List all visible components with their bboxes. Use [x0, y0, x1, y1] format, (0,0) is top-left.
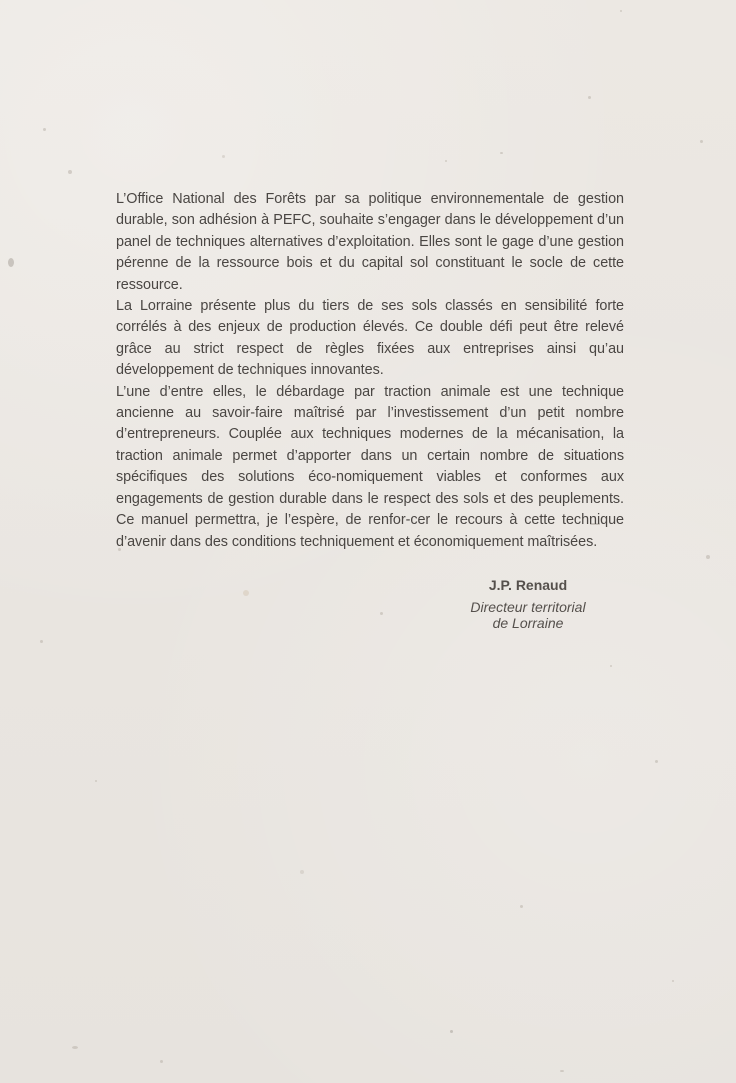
paper-speck	[500, 152, 503, 154]
paper-speck	[700, 140, 703, 143]
paper-speck	[620, 10, 622, 12]
paper-speck	[72, 1046, 78, 1049]
paper-speck	[588, 96, 591, 99]
paper-speck	[655, 760, 658, 763]
paper-speck	[450, 1030, 453, 1033]
paper-speck	[68, 170, 72, 174]
signatory-name: J.P. Renaud	[488, 577, 568, 593]
signature-block	[456, 575, 600, 631]
paper-speck	[160, 1060, 163, 1063]
paragraph-3: L’une d’entre elles, le débardage par traction animale est une technique ancienne au savoir-faire maîtrisé par l’investissement d’un petit nombre d’entrepreneurs. Couplée aux techniques modernes de la mécanisation, la traction animale permet d’apporter dans un certain nombre de situations spécifiques des solutions éco-nomiquement viables et conformes aux engagements de gestion durable dans le respect des sols et des peuplements. Ce manuel permettra, je l’espère, de renfor-cer le recours à cette technique d’avenir dans des conditions techniquement et économiquement maîtrisées.	[116, 383, 624, 550]
paper-speck	[95, 780, 97, 782]
paragraph-1: L’Office National des Forêts par sa politique environnementale de gestion durable, son adhésion à PEFC, souhaite s’engager dans le développement d’un panel de techniques alternatives d’exploitation. Elles sont le gage d’une gestion pérenne de la ressource bois et du capital sol constituant le socle de cette ressource.	[116, 191, 624, 293]
paragraph-2: La Lorraine présente plus du tiers de ses sols classés en sensibilité forte corrélés à des enjeux de production élevés. Ce double défi peut être relevé grâce au strict respect de règles fixées aux entreprises ainsi qu’au développement de techniques innovantes.	[116, 298, 624, 379]
signatory-title-line-2: de Lorraine	[492, 615, 564, 631]
paper-speck	[706, 555, 710, 559]
foreword-body	[116, 189, 624, 553]
paper-speck	[243, 590, 249, 596]
paper-speck	[520, 905, 523, 908]
paper-speck	[560, 1070, 564, 1072]
paper-speck	[610, 665, 612, 667]
signatory-title-line-1: Directeur territorial	[470, 599, 586, 615]
paper-speck	[445, 160, 447, 162]
paper-speck	[43, 128, 46, 131]
paper-speck	[40, 640, 43, 643]
paper-speck	[300, 870, 304, 874]
paper-speck	[380, 612, 383, 615]
paper-speck	[8, 258, 14, 267]
paper-speck	[222, 155, 225, 158]
paper-speck	[672, 980, 674, 982]
